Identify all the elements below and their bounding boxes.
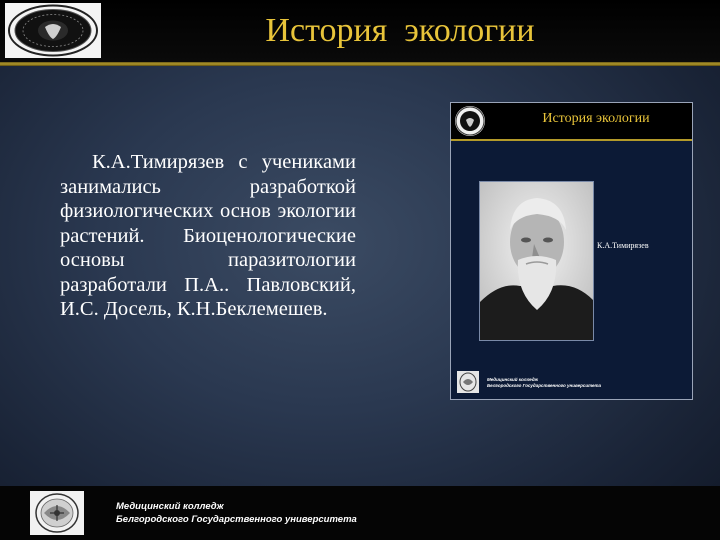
thumbnail-footer-text <box>487 377 601 389</box>
thumbnail-footer-line2: Белгородского Государственного университета <box>487 383 602 388</box>
slide-title: История экологии <box>265 12 535 49</box>
thumbnail-caption: К.А.Тимирязев <box>597 241 649 250</box>
thumbnail-emblem-icon <box>455 106 485 136</box>
body-paragraph: К.А.Тимирязев с учениками занимались разработкой физиологических основ экологии растений. Биоценологические основы паразитологии разработали П.А.. Павловский, И.С. Досель, К.Н.Беклемешев. <box>60 151 356 320</box>
thumbnail-title: История экологии <box>542 111 650 126</box>
emblem-logo-icon <box>5 3 101 58</box>
footer-institution-text <box>116 500 357 526</box>
footer-line2: Белгородского Государственного университета <box>116 514 357 525</box>
thumbnail-footer-line1: Медицинский колледж <box>487 377 538 382</box>
thumbnail-divider <box>451 139 692 141</box>
portrait-photo <box>479 181 594 341</box>
slide-thumbnail <box>450 102 693 400</box>
footer-line1: Медицинский колледж <box>116 501 224 512</box>
header-divider <box>0 62 720 66</box>
footer-bar <box>0 486 720 540</box>
college-logo-icon <box>30 491 84 535</box>
thumbnail-footer-logo-icon <box>457 371 479 393</box>
